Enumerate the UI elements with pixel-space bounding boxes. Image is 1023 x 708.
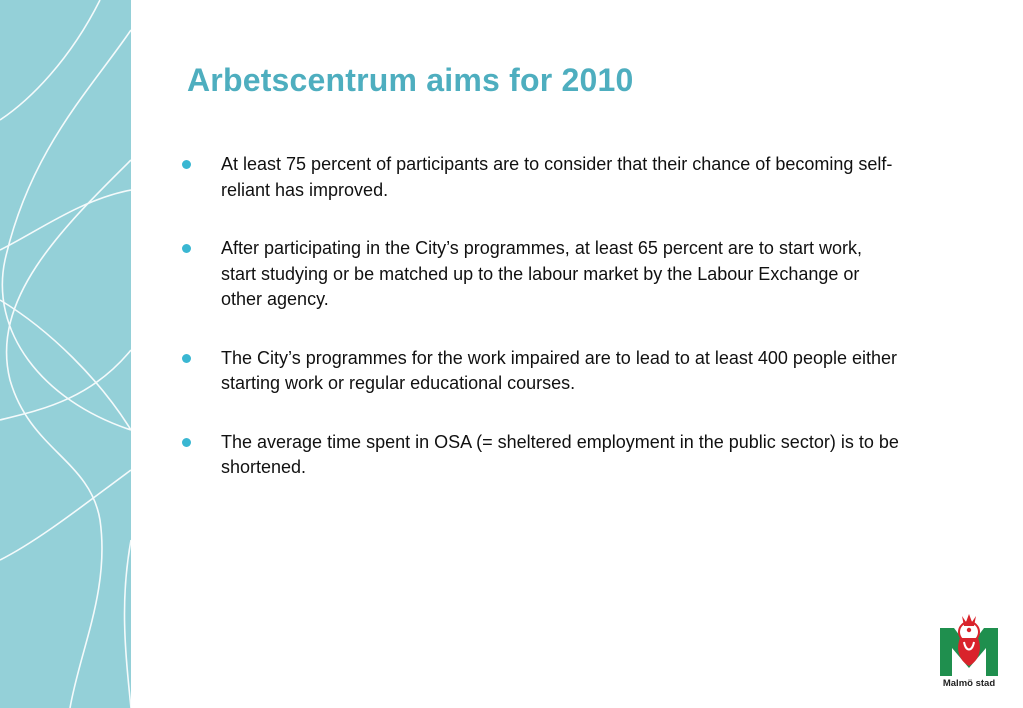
bullet-text: After participating in the City’s programmes, at least 65 percent are to start work, start studying or be matched up to the labour market by the Labour Exchange or other agency. (221, 238, 862, 309)
logo-caption: Malmö stad (942, 678, 996, 689)
bullet-text: The average time spent in OSA (= sheltered employment in the public sector) is to be shortened. (221, 431, 899, 477)
list-item (180, 236, 900, 313)
bullet-text: At least 75 percent of participants are to consider that their chance of becoming self-reliant has improved. (221, 154, 893, 200)
slide-title: Arbetscentrum aims for 2010 (187, 62, 634, 98)
bullet-text: The City’s programmes for the work impaired are to lead to at least 400 people either starting work or regular educational courses. (221, 347, 898, 393)
bullet-icon (182, 354, 191, 363)
bullet-icon (182, 438, 191, 447)
list-item (180, 152, 900, 203)
decorative-side-band (0, 0, 131, 708)
bullet-icon (182, 160, 191, 169)
list-item (180, 430, 900, 481)
list-item (180, 346, 900, 397)
coat-of-arms-icon (936, 608, 1002, 678)
wave-lines-decoration (0, 0, 131, 708)
bullet-icon (182, 244, 191, 253)
bullet-list (180, 152, 900, 514)
malmo-stad-logo (936, 608, 1002, 692)
